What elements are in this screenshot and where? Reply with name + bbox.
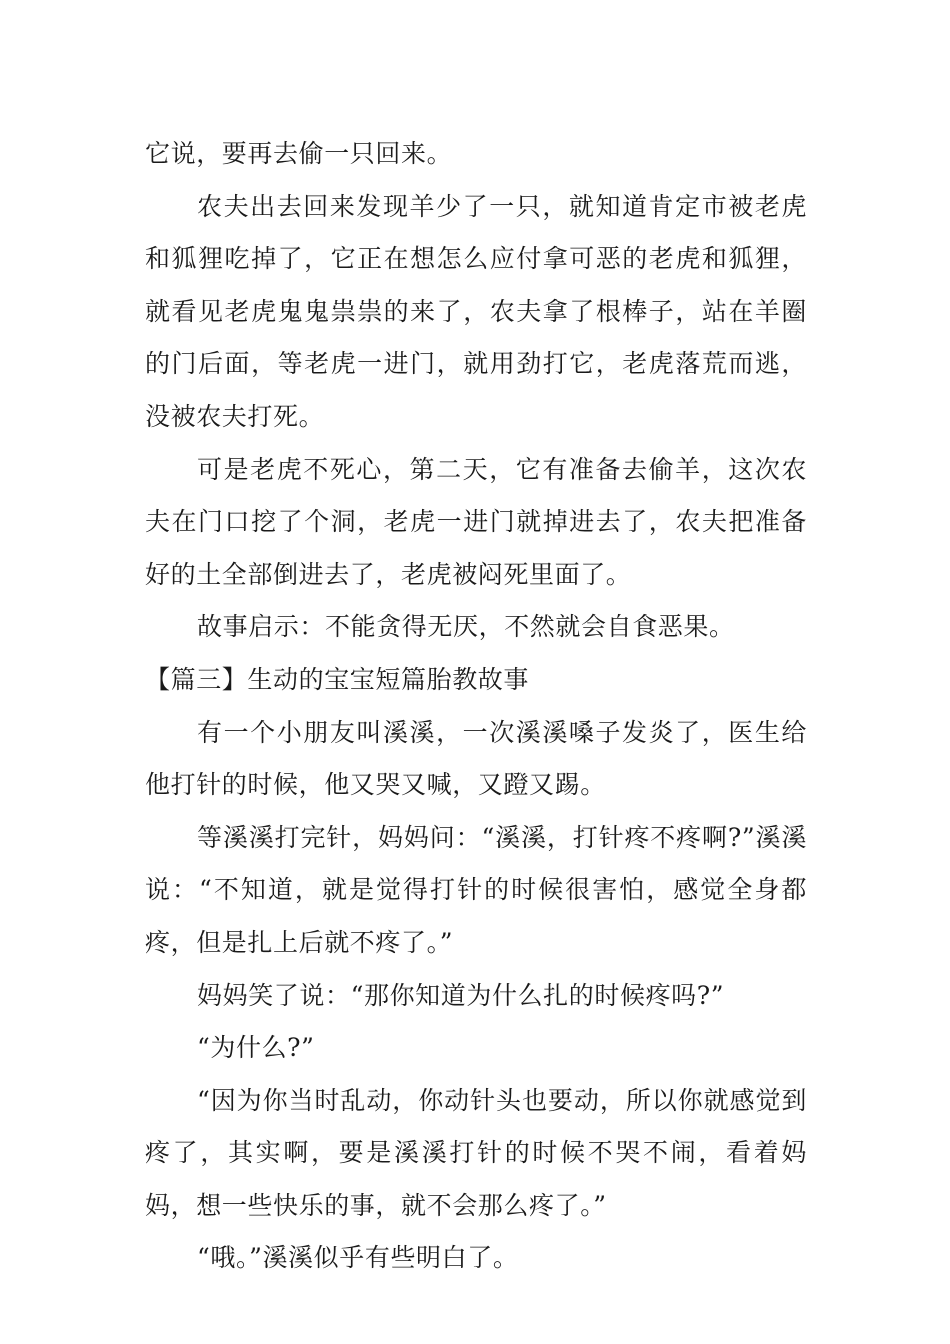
section-heading: 【篇三】生动的宝宝短篇胎教故事: [145, 664, 530, 694]
paragraph-continuation: 它说，要再去偷一只回来。: [145, 139, 453, 168]
paragraph-tiger-trapped: 可是老虎不死心，第二天，它有准备去偷羊，这次农夫在门口挖了个洞，老虎一进门就掉进去了，农夫把准备好的土全部倒进去了，老虎被闷死里面了。: [145, 454, 807, 589]
paragraph-story-moral: 故事启示：不能贪得无厌，不然就会自食恶果。: [197, 612, 735, 642]
paragraph-xixi-intro: 有一个小朋友叫溪溪，一次溪溪嗓子发炎了，医生给他打针的时候，他又哭又喊，又蹬又踢。: [145, 717, 807, 800]
paragraph-why: “为什么?”: [197, 1033, 315, 1063]
paragraph-farmer-returns: 农夫出去回来发现羊少了一只，就知道肯定市被老虎和狐狸吃掉了，它正在想怎么应付拿可恶的老虎和狐狸，就看见老虎鬼鬼祟祟的来了，农夫拿了根棒子，站在羊圈的门后面，等老虎一进门，就用劲打它，老虎落荒而逃，没被农夫打死。: [145, 191, 807, 431]
paragraph-explanation: “因为你当时乱动，你动针头也要动，所以你就感觉到疼了，其实啊，要是溪溪打针的时候不哭不闹，看着妈妈，想一些快乐的事，就不会那么疼了。”: [145, 1085, 807, 1220]
document-body: [145, 128, 807, 1285]
paragraph-mother-asks: 等溪溪打完针，妈妈问：“溪溪，打针疼不疼啊?”溪溪说：“不知道，就是觉得打针的时候很害怕，感觉全身都疼，但是扎上后就不疼了。”: [145, 822, 807, 957]
paragraph-mother-laughs: 妈妈笑了说：“那你知道为什么扎的时候疼吗?”: [197, 980, 725, 1010]
paragraph-understood: “哦。”溪溪似乎有些明白了。: [197, 1243, 519, 1273]
